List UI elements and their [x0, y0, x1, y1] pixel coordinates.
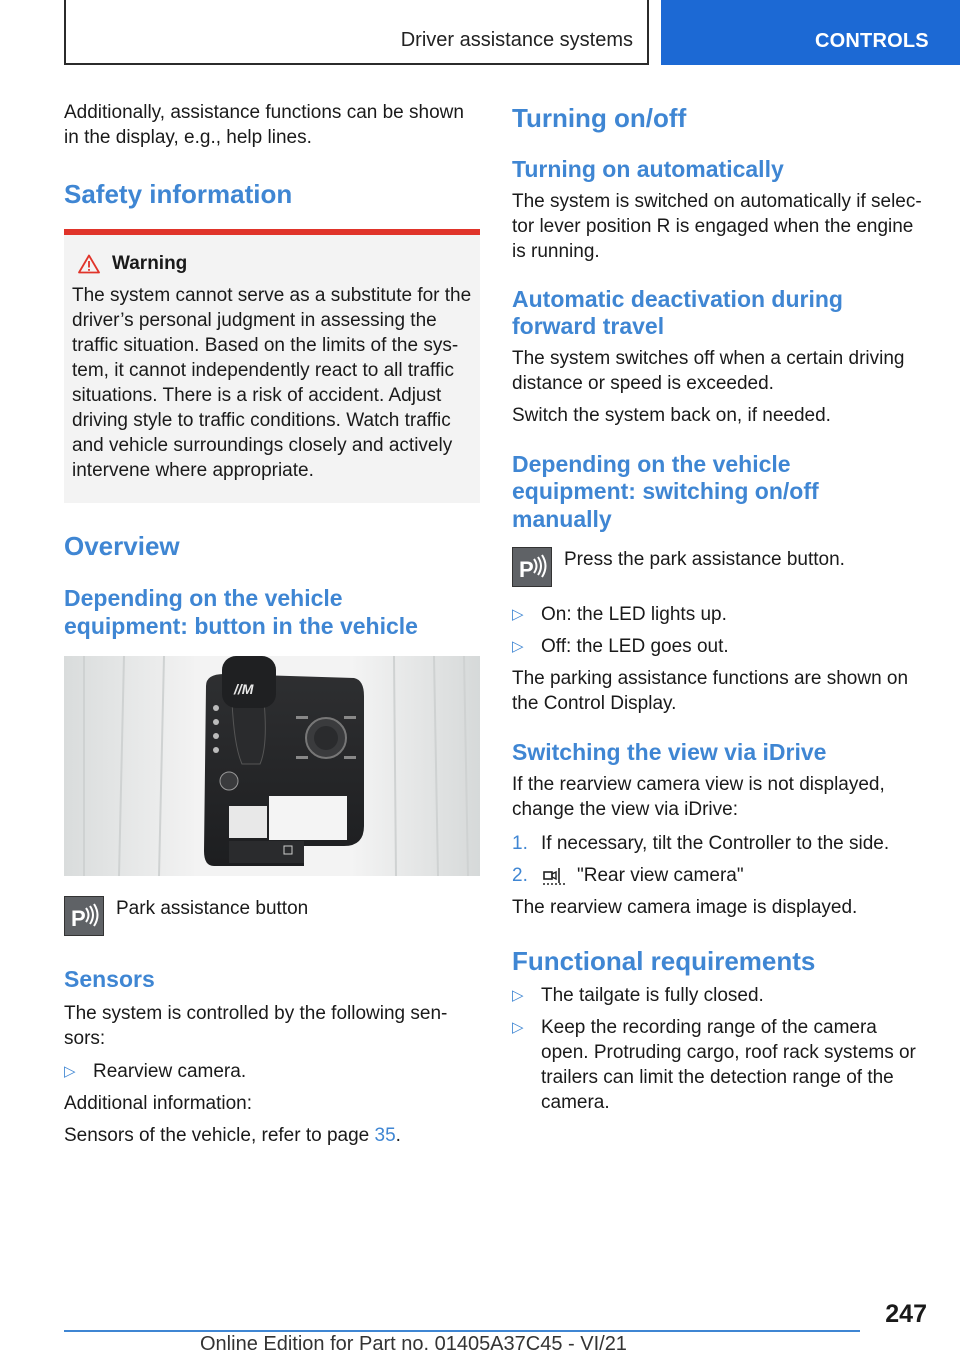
warning-text: The system cannot serve as a substitute for the driver’s personal judgment in assessing the traffic situation. Based on the limits of the sys-tem, it cannot independently react to all traffic situations. There is a risk of accident. Adjust driving style to traffic conditions. Watch traffic and vehicle surroundings closely and actively intervene where appropriate. — [72, 285, 472, 481]
triangle-bullet-icon: ▷ — [512, 638, 524, 655]
shown-text: The parking assistance functions are shown on the Control Display. — [512, 668, 909, 714]
warning-box — [64, 235, 480, 503]
idrive-heading: Switching the view via iDrive — [512, 739, 827, 765]
manual-heading: Depending on the vehicle equipment: switching on/off manually — [512, 450, 819, 532]
left-column — [64, 100, 480, 1148]
idrive-text: If the rearview camera view is not displayed, change the view via iDrive: — [512, 773, 885, 820]
header-chapter-label: CONTROLS — [815, 30, 929, 52]
auto-off-text: The system switches off when a certain driving distance or speed is exceeded. — [512, 347, 905, 394]
park-assist-icon — [512, 547, 552, 587]
list-item: 1. If necessary, tilt the Controller to the side. — [512, 832, 890, 854]
list-item: ▷ Rearview camera. — [64, 1060, 247, 1082]
right-column — [512, 100, 928, 1115]
auto-off-heading: Automatic deactivation during forward travel — [512, 285, 843, 339]
requirements-list — [512, 983, 928, 1115]
sensors-heading: Sensors — [64, 966, 155, 992]
back-on-text: Switch the system back on, if needed. — [512, 404, 831, 426]
press-row — [512, 547, 928, 587]
header-section-box — [64, 0, 649, 65]
triangle-bullet-icon: ▷ — [512, 986, 524, 1004]
auto-on-heading: Turning on automatically — [512, 156, 784, 182]
list-item: ▷ Off: the LED goes out. — [512, 636, 729, 657]
svg-text:P: P — [71, 906, 86, 930]
button-location-heading: Depending on the vehicle equipment: button in the vehicle — [64, 585, 418, 639]
sensor-list — [64, 1059, 480, 1084]
requirements-heading: Functional requirements — [512, 945, 816, 976]
list-item: ▷ On: the LED lights up. — [512, 604, 727, 625]
list-item: ▷ Keep the recording range of the camera open. Protruding cargo, roof rack systems or trailers can limit the detection range of the camera. — [512, 1016, 916, 1113]
safety-heading: Safety information — [64, 179, 293, 209]
svg-text://M: //M — [234, 681, 254, 697]
sensors-text: The system is controlled by the following sen-sors: — [64, 1002, 448, 1049]
idrive-steps — [512, 831, 928, 888]
park-assist-icon — [64, 896, 104, 936]
caption-row — [64, 896, 480, 936]
rear-camera-icon — [541, 865, 567, 887]
press-text: Press the park assistance button. — [564, 549, 845, 570]
footer-edition: Online Edition for Part no. 01405A37C45 - VI/21 — [200, 1333, 627, 1355]
intro-paragraph: Additionally, assistance functions can be shown in the display, e.g., help lines. — [64, 102, 464, 148]
warning-triangle-icon — [78, 254, 100, 274]
warning-title-row — [78, 253, 472, 275]
turning-heading: Turning on/off — [512, 103, 687, 133]
footer-rule — [64, 1330, 860, 1332]
header-section-title: Driver assistance systems — [400, 29, 633, 51]
led-list — [512, 602, 928, 659]
center-console-photo — [64, 656, 480, 876]
page-number: 247 — [885, 1300, 927, 1328]
list-item: ▷ The tailgate is fully closed. — [512, 984, 764, 1006]
park-assist-caption: Park assistance button — [116, 898, 309, 919]
svg-text:P: P — [519, 557, 534, 581]
additional-info-label: Additional information: — [64, 1092, 252, 1114]
triangle-bullet-icon: ▷ — [512, 1018, 524, 1036]
auto-on-text: The system is switched on automatically if selec-tor lever position R is engaged when the engine is running. — [512, 190, 922, 262]
header-chapter-tab[interactable] — [661, 0, 960, 65]
overview-heading: Overview — [64, 531, 180, 561]
triangle-bullet-icon: ▷ — [512, 606, 524, 623]
page-link[interactable]: 35 — [374, 1124, 396, 1146]
center-console-illustration — [64, 656, 480, 876]
sensors-reference: Sensors of the vehicle, refer to page 35. — [64, 1124, 401, 1146]
warning-title: Warning — [112, 253, 188, 274]
triangle-bullet-icon: ▷ — [64, 1062, 76, 1080]
list-item: 2. "Rear view camera" — [512, 864, 744, 886]
displayed-text: The rearview camera image is displayed. — [512, 896, 858, 918]
